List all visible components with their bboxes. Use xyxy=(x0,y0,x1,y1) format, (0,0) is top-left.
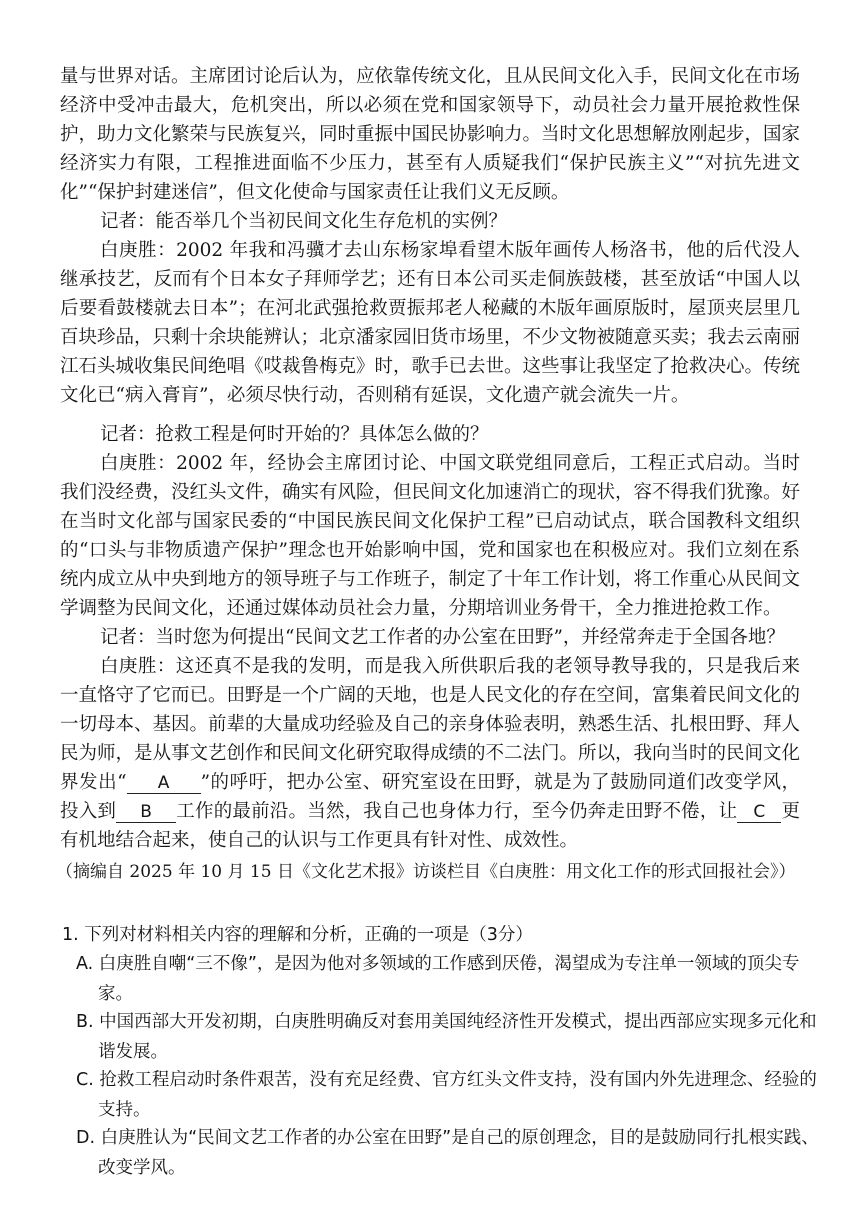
blank-a: A xyxy=(127,773,201,794)
reporter-question-3: 记者：当时您为何提出“民间文艺工作者的办公室在田野”，并经常奔走于全国各地？ xyxy=(100,627,785,648)
answer-3-part-3: 工作的最前沿。当然，我自己也身体力行，至今仍奔走田野不倦，让 xyxy=(176,801,738,822)
question-stem: 1. 下列对材料相关内容的理解和分析，正确的一项是（3分） xyxy=(62,925,533,945)
reporter-question-1: 记者：能否举几个当初民间文化生存危机的实例？ xyxy=(100,211,508,232)
answer-3-part-1: 白庚胜：这还真不是我的发明，而是我入所供职后我的老领导教导我的，只是我后来一直恪守了它而已。田野是一个广阔的天地，也是人民文化的存在空间，富集着民间文化的一切母本、基因。前辈的大量成功经验及自己的亲身体验表明，熟悉生活、扎根田野、拜人民为师，是从事文艺创作和民间文化研究取得成绩的不二法门。所以，我向当时的民间文化界发出“ xyxy=(60,656,801,793)
option-c: C. 抢救工程启动时条件艰苦，没有充足经费、官方红头文件支持，没有国内外先进理念、经验的支持。 xyxy=(76,1070,817,1120)
answer-2: 白庚胜：2002 年，经协会主席团讨论、中国文联党组同意后，工程正式启动。当时我们没经费，没红头文件，确实有风险，但民间文化加速消亡的现状，容不得我们犹豫。好在当时文化部与国家民委的“中国民族民间文化保护工程”已启动试点，联合国教科文组织的“口头与非物质遗产保护”理念也开始影响中国，党和国家也在积极应对。我们立刻在系统内成立从中央到地方的领导班子与工作班子，制定了十年工作计划，将工作重心从民间文学调整为民间文化，还通过媒体动员社会力量，分期培训业务骨干，全力推进抢救工作。 xyxy=(60,453,801,619)
blank-c: C xyxy=(737,802,781,823)
reporter-question-2: 记者：抢救工程是何时开始的？具体怎么做的？ xyxy=(100,424,489,445)
paragraph-continued: 量与世界对话。主席团讨论后认为，应依靠传统文化，且从民间文化入手，民间文化在市场经济中受冲击最大，危机突出，所以必须在党和国家领导下，动员社会力量开展抢救性保护，助力文化繁荣与民族复兴，同时重振中国民协影响力。当时文化思想解放刚起步，国家经济实力有限，工程推进面临不少压力，甚至有人质疑我们“保护民族主义”“对抗先进文化”“保护封建迷信”，但文化使命与国家责任让我们义无反顾。 xyxy=(60,66,801,203)
answer-3 xyxy=(60,652,800,855)
blank-b: B xyxy=(116,802,176,823)
answer-3-part-2: ”的呼吁，把办公室、研究室设在田野，就是为了鼓励同道们改变学风，投入到 xyxy=(60,772,800,822)
option-a: A. 白庚胜自嘲“三不像”，是因为他对多领域的工作感到厌倦，渴望成为专注单一领域的顶尖专家。 xyxy=(76,954,800,1004)
answer-1: 白庚胜：2002 年我和冯骥才去山东杨家埠看望木版年画传人杨洛书，他的后代没人继承技艺，反而有个日本女子拜师学艺；还有日本公司买走侗族鼓楼，甚至放话“中国人以后要看鼓楼就去日本”；在河北武强抢救贾振邦老人秘藏的木版年画原版时，屋顶夹层里几百块珍品，只剩十余块能辨认；北京潘家园旧货市场里，不少文物被随意买卖；我去云南丽江石头城收集民间绝唱《哎裁鲁梅克》时，歌手已去世。这些事让我坚定了抢救决心。传统文化已“病入膏肓”，必须尽快行动，否则稍有延误，文化遗产就会流失一片。 xyxy=(60,240,801,406)
source-citation: （摘编自 2025 年 10 月 15 日《文化艺术报》访谈栏目《白庚胜：用文化工作的形式回报社会》） xyxy=(56,862,796,882)
answer-3-part-4: 更有机地结合起来，使自己的认识与工作更具有针对性、成效性。 xyxy=(60,801,800,851)
option-d: D. 白庚胜认为“民间文艺工作者的办公室在田野”是自己的原创理念，目的是鼓励同行扎根实践、改变学风。 xyxy=(76,1128,819,1178)
option-b: B. 中国西部大开发初期，白庚胜明确反对套用美国纯经济性开发模式，提出西部应实现多元化和谐发展。 xyxy=(76,1012,817,1062)
